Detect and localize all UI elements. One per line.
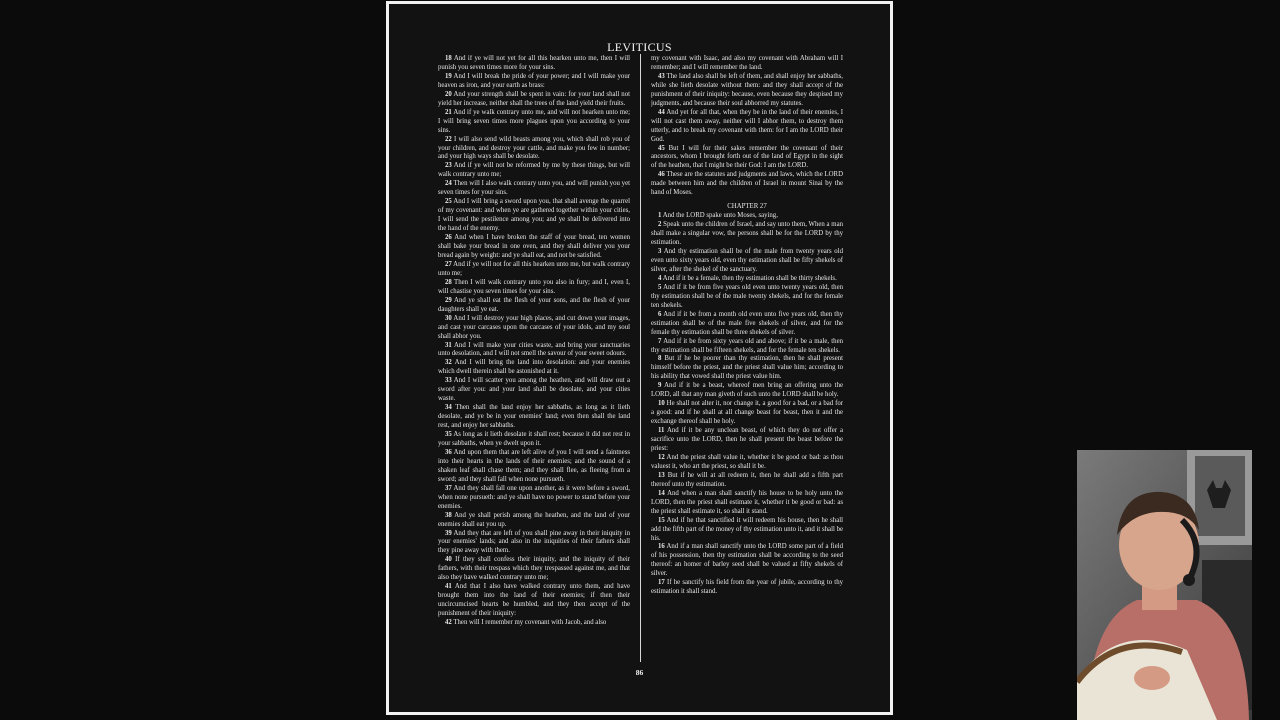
verse [651,311,843,338]
verse-number: 27 [445,260,452,268]
verse-number: 32 [445,359,452,367]
verse-text: Then shall the land enjoy her sabbaths, as long as it lieth desolate, and ye be in your enemies' land; even then shall the land rest, and enjoy her sabbaths. [438,404,630,430]
verse [651,355,843,382]
verse [651,145,843,172]
verse-number: 44 [658,108,665,116]
verse-text: But I will for their sakes remember the covenant of their ancestors, whom I brought forth out of the land of Egypt in the sight of the heathen, that I might be their God: I am the LORD. [651,144,843,170]
verse-text: And if ye will not yet for all this hearken unto me, then I will punish you seven times more for your sins. [438,55,630,71]
verse [438,359,630,377]
verse-number: 31 [445,341,452,349]
verse-text: And if ye walk contrary unto me, and will not hearken unto me; I will bring seven times more plagues upon you according to your sins. [438,108,630,134]
verse [651,517,843,544]
verse-text: And I will bring the land into desolation: and your enemies which dwell therein shall be astonished at it. [438,359,630,376]
verse [651,212,843,221]
verse-number: 18 [445,55,452,62]
column-divider [640,54,641,662]
verse-number: 10 [658,400,665,408]
verse-number: 28 [445,278,452,286]
verse-number: 37 [445,484,452,492]
verse-text: And I will make your cities waste, and bring your sanctuaries unto desolation, and I will not smell the savour of your sweet odours. [438,341,630,358]
verse-number: 7 [658,337,662,345]
verse-number: 14 [658,489,665,497]
verse [438,449,630,485]
verse-text: I will also send wild beasts among you, which shall rob you of your children, and destroy your cattle, and make you few in number; and your high ways shall be desolate. [438,135,630,161]
verse-number: 35 [445,431,452,439]
verse-number: 20 [445,90,452,98]
verse-number: 46 [658,171,665,179]
verse [438,556,630,583]
verse-number: 12 [658,453,665,461]
verse-text: And if it be a beast, whereof men bring an offering unto the LORD, all that any man giveth of such unto the LORD shall be holy. [651,382,843,399]
verse-text: And I will break the pride of your power; and I will make your heaven as iron, and your earth as brass: [438,72,630,89]
verse-number: 23 [445,162,452,170]
verse [438,485,630,512]
verse-text: Speak unto the children of Israel, and say unto them, When a man shall make a singular vow, the persons shall be for the LORD by thy estimation. [651,221,843,247]
verse [651,427,843,454]
verse-continuation: my covenant with Isaac, and also my covenant with Abraham will I remember; and I will remember the land. [651,55,843,71]
verse-text: And if ye will not for all this hearken unto me, but walk contrary unto me; [438,260,630,277]
left-column [438,55,630,667]
verse-text: If he sanctify his field from the year of jubile, according to thy estimation it shall stand. [651,579,843,596]
verse [438,261,630,279]
verse-number: 22 [445,135,452,143]
verse-number: 42 [445,619,452,627]
verse-text: And if a man shall sanctify unto the LORD some part of a field of his possession, then thy estimation shall be according to the seed thereof: an homer of barley seed shall be valued at fifty shekels of silver. [651,543,843,578]
verse-text: And I will bring a sword upon you, that shall avenge the quarrel of my covenant: and when ye are gathered together within your cities, I will send the pestilence among you; and ye shall be delivered into the hand of the enemy. [438,198,630,233]
verse [438,162,630,180]
verse-text: And if ye will not be reformed by me by these things, but will walk contrary unto me; [438,162,630,179]
verse [438,279,630,297]
verse-text: And if it be from five years old even unto twenty years old, then thy estimation shall be of the male twenty shekels, and for the female ten shekels. [651,283,843,309]
verse-number: 6 [658,310,662,318]
verse [651,73,843,109]
verse [438,404,630,431]
verse-number: 3 [658,248,662,256]
verse [651,171,843,198]
verse-text: And the priest shall value it, whether it be good or bad: as thou valuest it, who art the priest, so shall it be. [651,453,843,470]
verse [438,136,630,163]
verse-text: He shall not alter it, nor change it, a good for a bad, or a bad for a good: and if he shall at all change beast for beast, then it and the exchange thereof shall be holy. [651,400,843,426]
verse [438,297,630,315]
verse-number: 17 [658,579,665,587]
verse-number: 8 [658,355,662,363]
verse [651,221,843,248]
verse-text: Then will I also walk contrary unto you, and will punish you yet seven times for your sins. [438,180,630,197]
verse-text: And they shall fall one upon another, as it were before a sword, when none pursueth: and ye shall have no power to stand before your enemies. [438,484,630,510]
verse-text: And yet for all that, when they be in the land of their enemies, I will not cast them away, neither will I abhor them, to destroy them utterly, and to break my covenant with them: for I am the LORD their God. [651,108,843,143]
verse-text: And when I have broken the staff of your bread, ten women shall bake your bread in one oven, and they shall deliver you your bread again by weight: and ye shall eat, and not be satisfied. [438,234,630,259]
verse-number: 40 [445,556,452,564]
verse-text: But if he will at all redeem it, then he shall add a fifth part thereof unto thy estimation. [651,471,843,488]
verse [438,73,630,91]
verse-number: 45 [658,144,665,152]
verse-number: 2 [658,221,662,229]
verse [651,338,843,356]
verse-number: 1 [658,212,662,220]
verse-text: And if it be from sixty years old and above; if it be a male, then thy estimation shall be fifteen shekels, and for the female ten shekels. [651,337,843,354]
verse-number: 25 [445,198,452,206]
verse-text: And if it be any unclean beast, of which they do not offer a sacrifice unto the LORD, then he shall present the beast before the priest: [651,427,843,452]
verse-number: 39 [445,529,452,537]
verse-text: As long as it lieth desolate it shall rest; because it did not rest in your sabbaths, when ye dwelt upon it. [438,431,630,447]
verse-text: Then I will walk contrary unto you also in fury; and I, even I, will chastise you seven times for your sins. [438,278,630,295]
verse-text: And upon them that are left alive of you I will send a faintness into their hearts in the lands of their enemies; and the sound of a shaken leaf shall chase them; and they shall flee, as fleeing from a sword; and they shall fall when none pursueth. [438,448,630,483]
verse-text: And thy estimation shall be of the male from twenty years old even unto sixty years old, even thy estimation shall be fifty shekels of silver, after the shekel of the sanctuary. [651,248,843,273]
verse-text: And ye shall eat the flesh of your sons, and the flesh of your daughters shall ye eat. [438,296,630,313]
verse-number: 41 [445,583,452,591]
verse [651,284,843,311]
verse-text: And they that are left of you shall pine away in their iniquity in your enemies' lands; and also in the iniquities of their fathers shall they pine away with them. [438,529,630,555]
verse-number: 29 [445,296,452,304]
verse [651,275,843,284]
verse-text: But if he be poorer than thy estimation, then he shall present himself before the priest, and the priest shall value him; according to his ability that vowed shall the priest value him. [651,355,843,381]
verse-text: If they shall confess their iniquity, and the iniquity of their fathers, with their trespass which they trespassed against me, and that also they have walked contrary unto me; [438,556,630,582]
verse [438,315,630,342]
verse [651,579,843,597]
verse-text: And ye shall perish among the heathen, and the land of your enemies shall eat you up. [438,511,630,528]
verse [438,234,630,261]
verse-text: And if it be from a month old even unto five years old, then thy estimation shall be of the male five shekels of silver, and for the female thy estimation shall be three shekels of silver. [651,310,843,336]
right-column [651,55,843,667]
verse [651,490,843,517]
verse-number: 16 [658,543,665,551]
verse [651,400,843,427]
verse-number: 15 [658,516,665,524]
verse-text: And if he that sanctified it will redeem his house, then he shall add the fifth part of the money of thy estimation unto it, and it shall be his. [651,516,843,542]
verse-text: And your strength shall be spent in vain: for your land shall not yield her increase, neither shall the trees of the land yield their fruits. [438,90,630,107]
verse-text: And the LORD spake unto Moses, saying, [661,212,778,220]
verse-text: The land also shall be left of them, and shall enjoy her sabbaths, while she lieth desolate without them: and they shall accept of the punishment of their iniquity: because, even because they despised my judgments, and because their soul abhorred my statutes. [651,72,843,107]
chapter-verses [651,212,843,597]
verse-text: And if it be a female, then thy estimation shall be thirty shekels. [661,274,837,282]
verse [651,109,843,145]
verse-text: And that I also have walked contrary unto them, and have brought them into the land of their enemies; if then their uncircumcised hearts be humbled, and they then accept of the punishment of their iniquity: [438,583,630,618]
verse [438,377,630,404]
verse [438,180,630,198]
verse [651,472,843,490]
verse-number: 36 [445,448,452,456]
verse [651,382,843,400]
verse [438,55,630,73]
verse-text: These are the statutes and judgments and laws, which the LORD made between him and the children of Israel in mount Sinai by the hand of Moses. [651,171,843,197]
verse-number: 38 [445,511,452,519]
document-page [386,1,893,715]
verse-number: 43 [658,72,665,80]
chapter-heading: CHAPTER 27 [727,203,767,211]
verse-number: 5 [658,283,662,291]
verse [438,583,630,619]
verse-text: And when a man shall sanctify his house to be holy unto the LORD, then the priest shall estimate it, whether it be good or bad: as the priest shall estimate it, so shall it stand. [651,489,843,515]
verse-number: 24 [445,180,452,188]
verse-number: 26 [445,234,452,242]
verse-text: And I will destroy your high places, and cut down your images, and cast your carcases upon the carcases of your idols, and my soul shall abhor you. [438,314,630,340]
verse [438,512,630,530]
verse-number: 9 [658,382,662,390]
verse [651,248,843,275]
verse-number: 11 [658,427,665,435]
book-title: LEVITICUS [607,40,672,54]
verse-text: Then will I remember my covenant with Jacob, and also [451,619,607,627]
verse-number: 13 [658,471,665,479]
verse [438,198,630,234]
right-verses [651,73,843,198]
verse-text: And I will scatter you among the heathen, and will draw out a sword after you: and your land shall be desolate, and your cities waste. [438,377,630,403]
verse [438,530,630,557]
verse [438,109,630,136]
webcam-overlay [1077,450,1252,720]
verse [438,342,630,360]
verse-number: 19 [445,72,452,80]
verse-number: 33 [445,377,452,385]
verse [438,619,630,628]
person-reading-icon [1077,450,1252,720]
verse [651,454,843,472]
verse-number: 4 [658,274,662,282]
page-number: 86 [635,668,644,677]
verse-number: 21 [445,108,452,116]
verse-number: 34 [445,404,452,412]
verse [438,91,630,109]
verse [438,431,630,449]
verse-number: 30 [445,314,452,322]
verse [651,543,843,579]
